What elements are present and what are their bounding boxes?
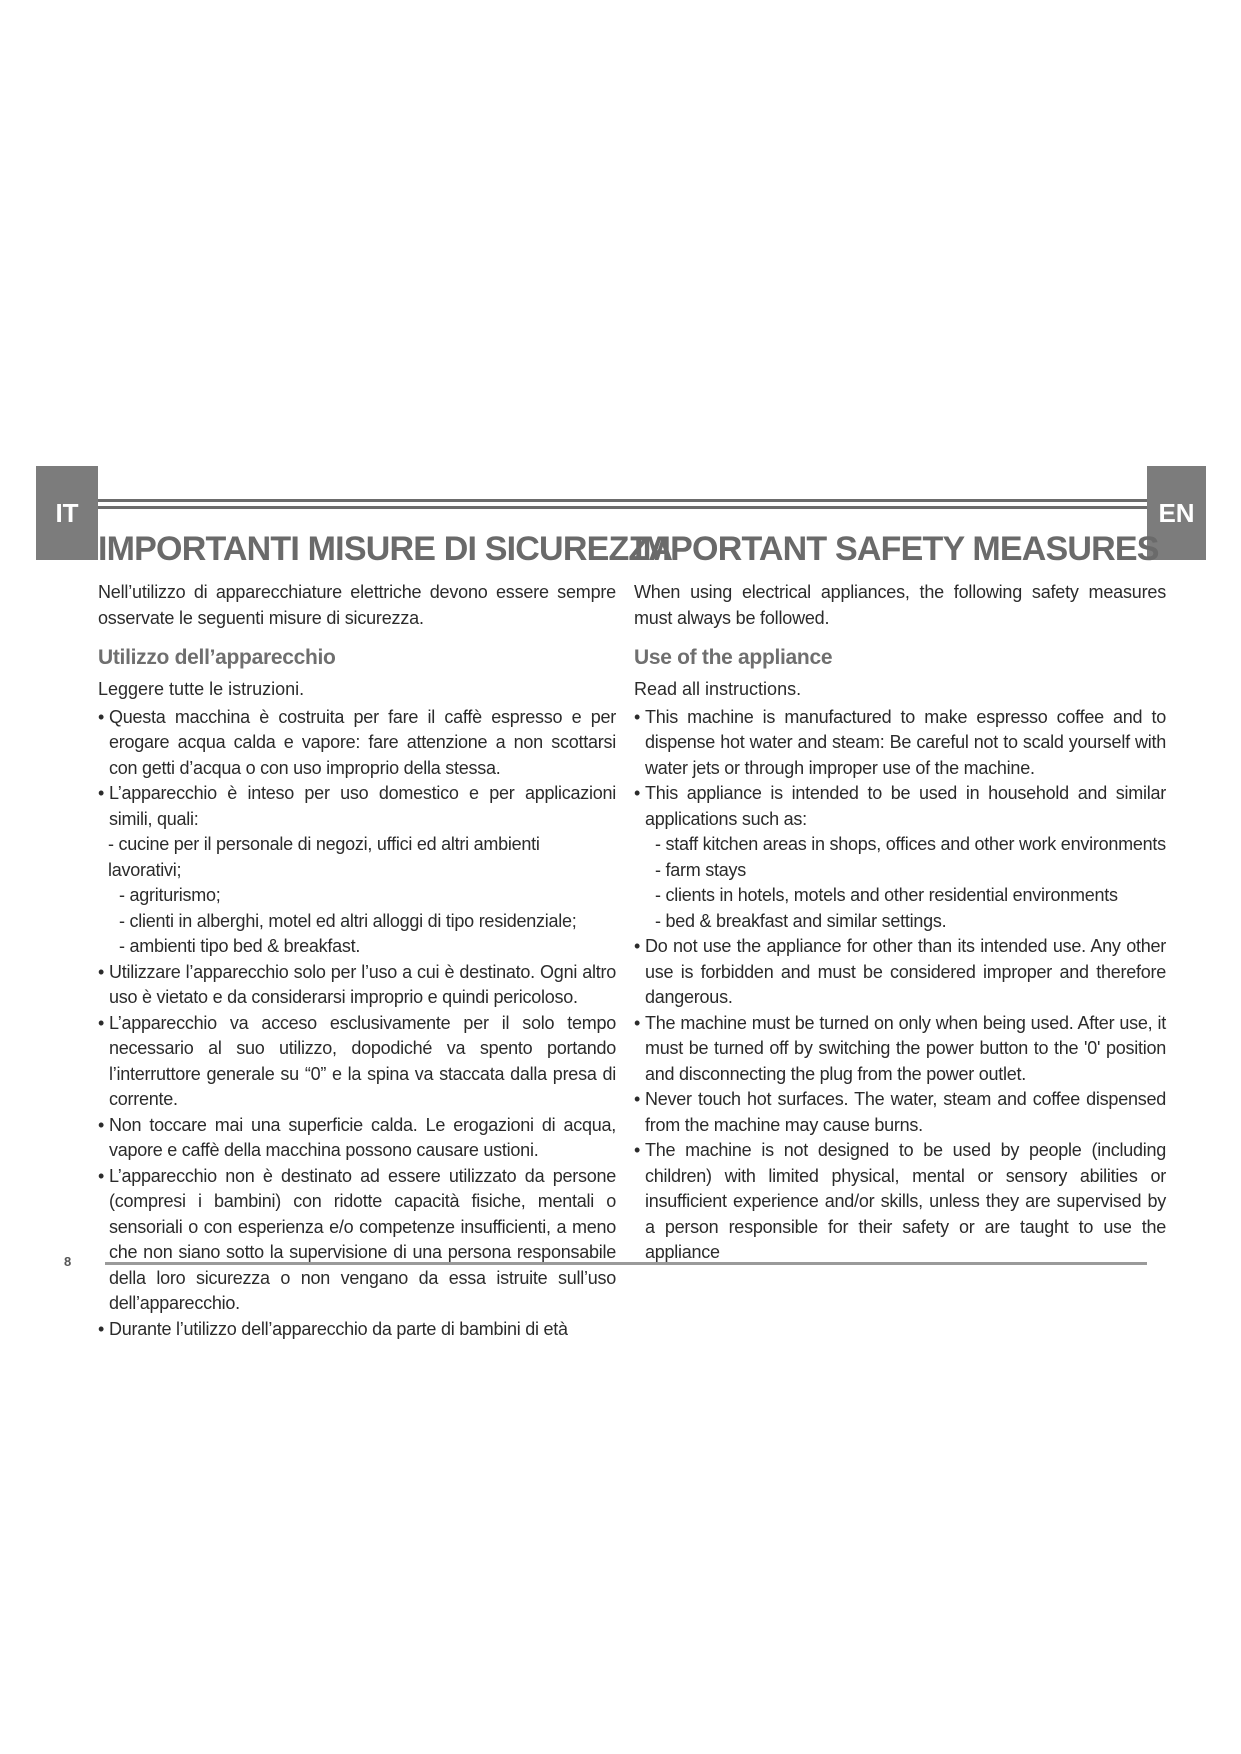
page-number: 8	[64, 1254, 72, 1269]
list-item: • Questa macchina è costruita per fare il caffè espresso e per erogare acqua calda e vapore: fare attenzione a non scottarsi con getti d’acqua o con uso improprio della stessa.	[98, 705, 616, 782]
list-item: • The machine is not designed to be used by people (including children) with limited physical, mental or sensory abilities or insufficient experience and/or skills, unless they are supervised by a person responsible for their safety or are taught to use the appliance	[634, 1138, 1166, 1266]
language-tab-it: IT	[36, 466, 98, 560]
intro-text-en: When using electrical appliances, the following safety measures must always be followed.	[634, 582, 1166, 628]
list-item: • Never touch hot surfaces. The water, steam and coffee dispensed from the machine may cause burns.	[634, 1087, 1166, 1138]
footer-rule	[105, 1262, 1147, 1265]
lead-text-en: Read all instructions.	[634, 679, 802, 699]
safety-list-it	[98, 705, 616, 1343]
list-item: • This appliance is intended to be used in household and similar applications such as:	[634, 781, 1166, 832]
sublist-it	[98, 832, 616, 960]
list-item: • Non toccare mai una superficie calda. Le erogazioni di acqua, vapore e caffè della macchina possono causare ustioni.	[98, 1113, 616, 1164]
english-column	[634, 528, 1166, 1266]
sublist-item: - ambienti tipo bed & breakfast.	[119, 936, 361, 956]
list-item: • The machine must be turned on only when being used. After use, it must be turned off by switching the power button to the '0' position and disconnecting the plug from the power outlet.	[634, 1011, 1166, 1088]
sublist-item: - farm stays	[655, 859, 747, 880]
sublist-item: - bed & breakfast and similar settings.	[655, 910, 947, 931]
sublist-item: - agriturismo;	[119, 885, 221, 905]
intro-text-it: Nell’utilizzo di apparecchiature elettriche devono essere sempre osservate le seguenti misure di sicurezza.	[98, 582, 616, 628]
page-title-it: IMPORTANTI MISURE DI SICUREZZA	[98, 530, 673, 568]
subtitle-it: Utilizzo dell’apparecchio	[98, 646, 336, 669]
lead-text-it: Leggere tutte le istruzioni.	[98, 679, 305, 699]
list-item: • This machine is manufactured to make espresso coffee and to dispense hot water and steam: Be careful not to scald yourself with water jets or through improper use of the machine.	[634, 705, 1166, 782]
sublist-item: - clients in hotels, motels and other residential environments	[655, 885, 1118, 905]
list-item: • L’apparecchio va acceso esclusivamente per il solo tempo necessario al suo utilizzo, dopodiché va spento portando l’interruttore generale su “0” e la spina va staccata dalla presa di corrente.	[98, 1011, 616, 1113]
list-item: • Utilizzare l’apparecchio solo per l’uso a cui è destinato. Ogni altro uso è vietato e da considerarsi improprio e quindi pericoloso.	[98, 960, 616, 1011]
sublist-item: - clienti in alberghi, motel ed altri alloggi di tipo residenziale;	[119, 910, 577, 931]
list-item: • L’apparecchio è inteso per uso domestico e per applicazioni simili, quali:	[98, 781, 616, 832]
sublist-en	[634, 832, 1166, 934]
language-tab-en: EN	[1147, 466, 1206, 560]
safety-list-en	[634, 705, 1166, 1266]
sublist-item: - staff kitchen areas in shops, offices and other work environments	[655, 834, 1166, 854]
italian-column	[98, 528, 673, 1342]
subtitle-en: Use of the appliance	[634, 646, 833, 669]
list-item: • L’apparecchio non è destinato ad essere utilizzato da persone (compresi i bambini) con ridotte capacità fisiche, mentali o sensoriali o con esperienza e/o competenze insufficienti, a meno che non siano sotto la supervisione di una persona responsabile della loro sicurezza o non vengano da essa istruite sull’uso dell’apparecchio.	[98, 1164, 616, 1317]
list-item: • Durante l’utilizzo dell’apparecchio da parte di bambini di età	[98, 1317, 616, 1343]
header-rule	[98, 506, 1147, 509]
header-rule	[98, 499, 1147, 502]
sublist-item: - cucine per il personale di negozi, uffici ed altri ambienti lavorativi;	[108, 834, 540, 880]
page-title-en: IMPORTANT SAFETY MEASURES	[634, 530, 1159, 568]
list-item: • Do not use the appliance for other than its intended use. Any other use is forbidden and must be considered improper and therefore dangerous.	[634, 934, 1166, 1011]
